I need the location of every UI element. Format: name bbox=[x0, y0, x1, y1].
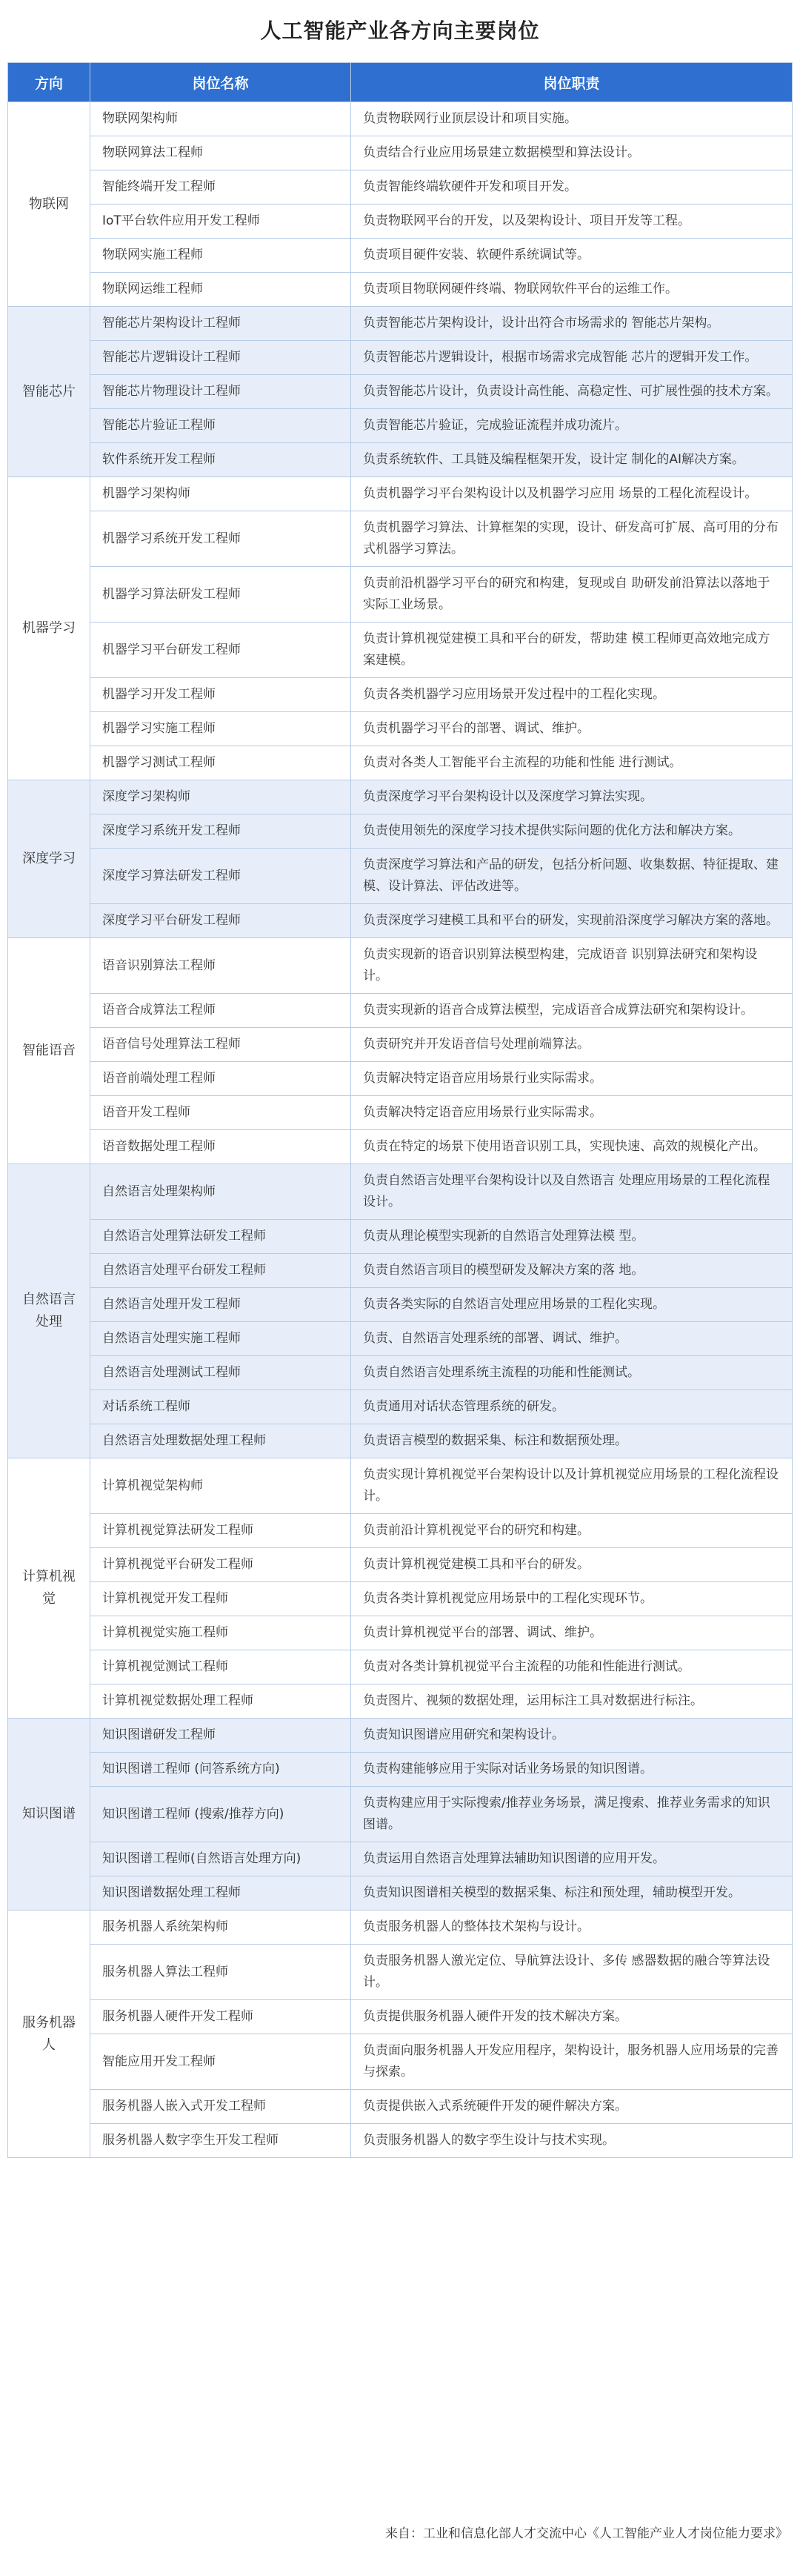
position-duty-cell: 负责各类实际的自然语言处理应用场景的工程化实现。 bbox=[351, 1288, 793, 1322]
position-duty-cell: 负责使用领先的深度学习技术提供实际问题的优化方法和解决方案。 bbox=[351, 814, 793, 849]
header-position: 岗位名称 bbox=[90, 63, 351, 102]
direction-cell: 机器学习 bbox=[8, 477, 90, 780]
position-duty-cell: 负责解决特定语音应用场景行业实际需求。 bbox=[351, 1062, 793, 1096]
direction-group bbox=[8, 780, 793, 938]
position-duty-cell: 负责服务机器人的数字孪生设计与技术实现。 bbox=[351, 2124, 793, 2158]
position-name-cell: 深度学习平台研发工程师 bbox=[90, 904, 351, 938]
position-duty-cell: 负责机器学习算法、计算框架的实现，设计、研发高可扩展、高可用的分布式机器学习算法。 bbox=[351, 511, 793, 567]
table-row bbox=[8, 1390, 793, 1424]
position-name-cell: 知识图谱工程师 (问答系统方向) bbox=[90, 1753, 351, 1787]
position-duty-cell: 负责构建应用于实际搜索/推荐业务场景，满足搜索、推荐业务需求的知识图谱。 bbox=[351, 1787, 793, 1842]
table-row bbox=[8, 273, 793, 307]
position-duty-cell: 负责系统软件、工具链及编程框架开发，设计定 制化的AI解决方案。 bbox=[351, 443, 793, 477]
position-name-cell: 机器学习测试工程师 bbox=[90, 746, 351, 780]
position-duty-cell: 负责通用对话状态管理系统的研发。 bbox=[351, 1390, 793, 1424]
table-row bbox=[8, 623, 793, 678]
table-row bbox=[8, 1582, 793, 1616]
position-duty-cell: 负责研究并开发语音信号处理前端算法。 bbox=[351, 1028, 793, 1062]
position-duty-cell: 负责项目物联网硬件终端、物联网软件平台的运维工作。 bbox=[351, 273, 793, 307]
table-row bbox=[8, 904, 793, 938]
position-duty-cell: 负责语言模型的数据采集、标注和数据预处理。 bbox=[351, 1424, 793, 1458]
position-duty-cell: 负责知识图谱应用研究和架构设计。 bbox=[351, 1719, 793, 1753]
table-row bbox=[8, 136, 793, 170]
table-row bbox=[8, 1911, 793, 1945]
position-name-cell: IoT平台软件应用开发工程师 bbox=[90, 205, 351, 239]
position-name-cell: 计算机视觉数据处理工程师 bbox=[90, 1684, 351, 1719]
table-row bbox=[8, 2124, 793, 2158]
position-name-cell: 计算机视觉开发工程师 bbox=[90, 1582, 351, 1616]
table-row bbox=[8, 1458, 793, 1514]
position-name-cell: 软件系统开发工程师 bbox=[90, 443, 351, 477]
position-duty-cell: 负责图片、视频的数据处理，运用标注工具对数据进行标注。 bbox=[351, 1684, 793, 1719]
table-row bbox=[8, 1787, 793, 1842]
position-duty-cell: 负责计算机视觉平台的部署、调试、维护。 bbox=[351, 1616, 793, 1650]
header-duty: 岗位职责 bbox=[351, 63, 793, 102]
position-duty-cell: 负责计算机视觉建模工具和平台的研发。 bbox=[351, 1548, 793, 1582]
position-name-cell: 自然语言处理算法研发工程师 bbox=[90, 1220, 351, 1254]
position-name-cell: 自然语言处理数据处理工程师 bbox=[90, 1424, 351, 1458]
position-duty-cell: 负责物联网平台的开发，以及架构设计、项目开发等工程。 bbox=[351, 205, 793, 239]
position-duty-cell: 负责、自然语言处理系统的部署、调试、维护。 bbox=[351, 1322, 793, 1356]
position-duty-cell: 负责实现计算机视觉平台架构设计以及计算机视觉应用场景的工程化流程设计。 bbox=[351, 1458, 793, 1514]
position-name-cell: 语音信号处理算法工程师 bbox=[90, 1028, 351, 1062]
position-name-cell: 语音开发工程师 bbox=[90, 1096, 351, 1130]
table-row bbox=[8, 409, 793, 443]
table-row bbox=[8, 1945, 793, 2000]
position-name-cell: 自然语言处理架构师 bbox=[90, 1164, 351, 1220]
position-name-cell: 物联网运维工程师 bbox=[90, 273, 351, 307]
position-duty-cell: 负责在特定的场景下使用语音识别工具，实现快速、高效的规模化产出。 bbox=[351, 1130, 793, 1164]
position-duty-cell: 负责提供嵌入式系统硬件开发的硬件解决方案。 bbox=[351, 2090, 793, 2124]
position-name-cell: 深度学习系统开发工程师 bbox=[90, 814, 351, 849]
table-row bbox=[8, 205, 793, 239]
position-duty-cell: 负责从理论模型实现新的自然语言处理算法模 型。 bbox=[351, 1220, 793, 1254]
position-name-cell: 知识图谱研发工程师 bbox=[90, 1719, 351, 1753]
position-name-cell: 机器学习系统开发工程师 bbox=[90, 511, 351, 567]
position-duty-cell: 负责自然语言处理平台架构设计以及自然语言 处理应用场景的工程化流程设计。 bbox=[351, 1164, 793, 1220]
table-header bbox=[8, 63, 793, 102]
position-name-cell: 机器学习实施工程师 bbox=[90, 712, 351, 746]
table-row bbox=[8, 341, 793, 375]
position-name-cell: 自然语言处理平台研发工程师 bbox=[90, 1254, 351, 1288]
table-row bbox=[8, 2000, 793, 2034]
position-duty-cell: 负责深度学习建模工具和平台的研发，实现前沿深度学习解决方案的落地。 bbox=[351, 904, 793, 938]
position-duty-cell: 负责知识图谱相关模型的数据采集、标注和预处理，辅助模型开发。 bbox=[351, 1876, 793, 1911]
position-duty-cell: 负责机器学习平台的部署、调试、维护。 bbox=[351, 712, 793, 746]
direction-group bbox=[8, 102, 793, 307]
position-name-cell: 物联网算法工程师 bbox=[90, 136, 351, 170]
position-name-cell: 知识图谱工程师 (搜索/推荐方向) bbox=[90, 1787, 351, 1842]
position-name-cell: 服务机器人数字孪生开发工程师 bbox=[90, 2124, 351, 2158]
position-duty-cell: 负责自然语言处理系统主流程的功能和性能测试。 bbox=[351, 1356, 793, 1390]
direction-group bbox=[8, 1458, 793, 1719]
position-name-cell: 自然语言处理实施工程师 bbox=[90, 1322, 351, 1356]
table-row bbox=[8, 1719, 793, 1753]
position-name-cell: 语音识别算法工程师 bbox=[90, 938, 351, 994]
position-name-cell: 语音数据处理工程师 bbox=[90, 1130, 351, 1164]
position-duty-cell: 负责各类机器学习应用场景开发过程中的工程化实现。 bbox=[351, 678, 793, 712]
position-name-cell: 智能芯片物理设计工程师 bbox=[90, 375, 351, 409]
table-row bbox=[8, 1062, 793, 1096]
position-name-cell: 服务机器人系统架构师 bbox=[90, 1911, 351, 1945]
direction-group bbox=[8, 938, 793, 1164]
position-duty-cell: 负责前沿机器学习平台的研究和构建，复现或自 助研发前沿算法以落地于实际工业场景。 bbox=[351, 567, 793, 623]
table-row bbox=[8, 1650, 793, 1684]
position-name-cell: 机器学习平台研发工程师 bbox=[90, 623, 351, 678]
direction-cell: 智能语音 bbox=[8, 938, 90, 1164]
position-name-cell: 语音合成算法工程师 bbox=[90, 994, 351, 1028]
direction-group bbox=[8, 307, 793, 477]
position-name-cell: 计算机视觉平台研发工程师 bbox=[90, 1548, 351, 1582]
table-row bbox=[8, 1322, 793, 1356]
position-name-cell: 深度学习架构师 bbox=[90, 780, 351, 814]
table-row bbox=[8, 102, 793, 136]
table-row bbox=[8, 712, 793, 746]
position-duty-cell: 负责自然语言项目的模型研发及解决方案的落 地。 bbox=[351, 1254, 793, 1288]
position-duty-cell: 负责智能芯片设计，负责设计高性能、高稳定性、可扩展性强的技术方案。 bbox=[351, 375, 793, 409]
table-row bbox=[8, 567, 793, 623]
direction-cell: 计算机视觉 bbox=[8, 1458, 90, 1719]
table-row bbox=[8, 1514, 793, 1548]
position-duty-cell: 负责物联网行业顶层设计和项目实施。 bbox=[351, 102, 793, 136]
position-name-cell: 自然语言处理测试工程师 bbox=[90, 1356, 351, 1390]
header-direction: 方向 bbox=[8, 63, 90, 102]
table-row bbox=[8, 1842, 793, 1876]
position-duty-cell: 负责运用自然语言处理算法辅助知识图谱的应用开发。 bbox=[351, 1842, 793, 1876]
table-row bbox=[8, 1876, 793, 1911]
header-row bbox=[8, 63, 793, 102]
position-name-cell: 机器学习算法研发工程师 bbox=[90, 567, 351, 623]
position-name-cell: 语音前端处理工程师 bbox=[90, 1062, 351, 1096]
position-name-cell: 服务机器人硬件开发工程师 bbox=[90, 2000, 351, 2034]
table-row bbox=[8, 814, 793, 849]
direction-cell: 智能芯片 bbox=[8, 307, 90, 477]
table-row bbox=[8, 938, 793, 994]
position-name-cell: 机器学习架构师 bbox=[90, 477, 351, 511]
direction-cell: 自然语言处理 bbox=[8, 1164, 90, 1458]
direction-group bbox=[8, 477, 793, 780]
position-duty-cell: 负责对各类人工智能平台主流程的功能和性能 进行测试。 bbox=[351, 746, 793, 780]
direction-group bbox=[8, 1719, 793, 1911]
position-name-cell: 物联网实施工程师 bbox=[90, 239, 351, 273]
table-row bbox=[8, 1220, 793, 1254]
position-name-cell: 智能芯片逻辑设计工程师 bbox=[90, 341, 351, 375]
position-duty-cell: 负责解决特定语音应用场景行业实际需求。 bbox=[351, 1096, 793, 1130]
table-row bbox=[8, 994, 793, 1028]
direction-cell: 服务机器人 bbox=[8, 1911, 90, 2158]
direction-group bbox=[8, 1911, 793, 2158]
position-duty-cell: 负责提供服务机器人硬件开发的技术解决方案。 bbox=[351, 2000, 793, 2034]
table-row bbox=[8, 1028, 793, 1062]
table-row bbox=[8, 375, 793, 409]
position-duty-cell: 负责各类计算机视觉应用场景中的工程化实现环节。 bbox=[351, 1582, 793, 1616]
table-row bbox=[8, 443, 793, 477]
table-row bbox=[8, 678, 793, 712]
table-row bbox=[8, 1753, 793, 1787]
position-duty-cell: 负责服务机器人的整体技术架构与设计。 bbox=[351, 1911, 793, 1945]
direction-cell: 深度学习 bbox=[8, 780, 90, 938]
position-name-cell: 智能芯片验证工程师 bbox=[90, 409, 351, 443]
position-name-cell: 机器学习开发工程师 bbox=[90, 678, 351, 712]
table-row bbox=[8, 477, 793, 511]
table-row bbox=[8, 511, 793, 567]
table-row bbox=[8, 780, 793, 814]
direction-group bbox=[8, 1164, 793, 1458]
table-row bbox=[8, 307, 793, 341]
position-name-cell: 计算机视觉算法研发工程师 bbox=[90, 1514, 351, 1548]
position-duty-cell: 负责服务机器人激光定位、导航算法设计、多传 感器数据的融合等算法设计。 bbox=[351, 1945, 793, 2000]
position-name-cell: 计算机视觉测试工程师 bbox=[90, 1650, 351, 1684]
positions-table bbox=[7, 62, 793, 2158]
position-duty-cell: 负责计算机视觉建模工具和平台的研发，帮助建 模工程师更高效地完成方案建模。 bbox=[351, 623, 793, 678]
table-row bbox=[8, 2090, 793, 2124]
position-name-cell: 智能芯片架构设计工程师 bbox=[90, 307, 351, 341]
position-name-cell: 自然语言处理开发工程师 bbox=[90, 1288, 351, 1322]
position-duty-cell: 负责项目硬件安装、软硬件系统调试等。 bbox=[351, 239, 793, 273]
position-duty-cell: 负责实现新的语音合成算法模型，完成语音合成算法研究和架构设计。 bbox=[351, 994, 793, 1028]
position-name-cell: 服务机器人嵌入式开发工程师 bbox=[90, 2090, 351, 2124]
position-name-cell: 深度学习算法研发工程师 bbox=[90, 849, 351, 904]
table-row bbox=[8, 170, 793, 205]
position-duty-cell: 负责智能终端软硬件开发和项目开发。 bbox=[351, 170, 793, 205]
table-row bbox=[8, 1130, 793, 1164]
position-name-cell: 知识图谱工程师(自然语言处理方向) bbox=[90, 1842, 351, 1876]
page-title: 人工智能产业各方向主要岗位 bbox=[260, 19, 540, 43]
position-name-cell: 物联网架构师 bbox=[90, 102, 351, 136]
position-duty-cell: 负责智能芯片逻辑设计，根据市场需求完成智能 芯片的逻辑开发工作。 bbox=[351, 341, 793, 375]
position-duty-cell: 负责机器学习平台架构设计以及机器学习应用 场景的工程化流程设计。 bbox=[351, 477, 793, 511]
table-row bbox=[8, 849, 793, 904]
table-row bbox=[8, 239, 793, 273]
table-row bbox=[8, 1356, 793, 1390]
table-row bbox=[8, 1684, 793, 1719]
position-name-cell: 计算机视觉架构师 bbox=[90, 1458, 351, 1514]
position-name-cell: 服务机器人算法工程师 bbox=[90, 1945, 351, 2000]
direction-cell: 知识图谱 bbox=[8, 1719, 90, 1911]
position-name-cell: 知识图谱数据处理工程师 bbox=[90, 1876, 351, 1911]
table-row bbox=[8, 1164, 793, 1220]
table-row bbox=[8, 746, 793, 780]
table-row bbox=[8, 1288, 793, 1322]
source-note: 来自：工业和信息化部人才交流中心《人工智能产业人才岗位能力要求》 bbox=[385, 2526, 788, 2541]
table-row bbox=[8, 1254, 793, 1288]
position-duty-cell: 负责前沿计算机视觉平台的研究和构建。 bbox=[351, 1514, 793, 1548]
position-duty-cell: 负责智能芯片架构设计，设计出符合市场需求的 智能芯片架构。 bbox=[351, 307, 793, 341]
table-row bbox=[8, 1096, 793, 1130]
position-duty-cell: 负责深度学习算法和产品的研发，包括分析问题、收集数据、特征提取、建模、设计算法、评估改进等。 bbox=[351, 849, 793, 904]
position-name-cell: 智能应用开发工程师 bbox=[90, 2034, 351, 2090]
position-name-cell: 智能终端开发工程师 bbox=[90, 170, 351, 205]
table-row bbox=[8, 1548, 793, 1582]
position-duty-cell: 负责面向服务机器人开发应用程序，架构设计，服务机器人应用场景的完善与探索。 bbox=[351, 2034, 793, 2090]
position-name-cell: 计算机视觉实施工程师 bbox=[90, 1616, 351, 1650]
position-duty-cell: 负责智能芯片验证，完成验证流程并成功流片。 bbox=[351, 409, 793, 443]
position-duty-cell: 负责结合行业应用场景建立数据模型和算法设计。 bbox=[351, 136, 793, 170]
table-row bbox=[8, 1424, 793, 1458]
position-duty-cell: 负责对各类计算机视觉平台主流程的功能和性能进行测试。 bbox=[351, 1650, 793, 1684]
position-name-cell: 对话系统工程师 bbox=[90, 1390, 351, 1424]
table-row bbox=[8, 1616, 793, 1650]
table-row bbox=[8, 2034, 793, 2090]
position-duty-cell: 负责深度学习平台架构设计以及深度学习算法实现。 bbox=[351, 780, 793, 814]
position-duty-cell: 负责实现新的语音识别算法模型构建，完成语音 识别算法研究和架构设计。 bbox=[351, 938, 793, 994]
position-duty-cell: 负责构建能够应用于实际对话业务场景的知识图谱。 bbox=[351, 1753, 793, 1787]
direction-cell: 物联网 bbox=[8, 102, 90, 307]
